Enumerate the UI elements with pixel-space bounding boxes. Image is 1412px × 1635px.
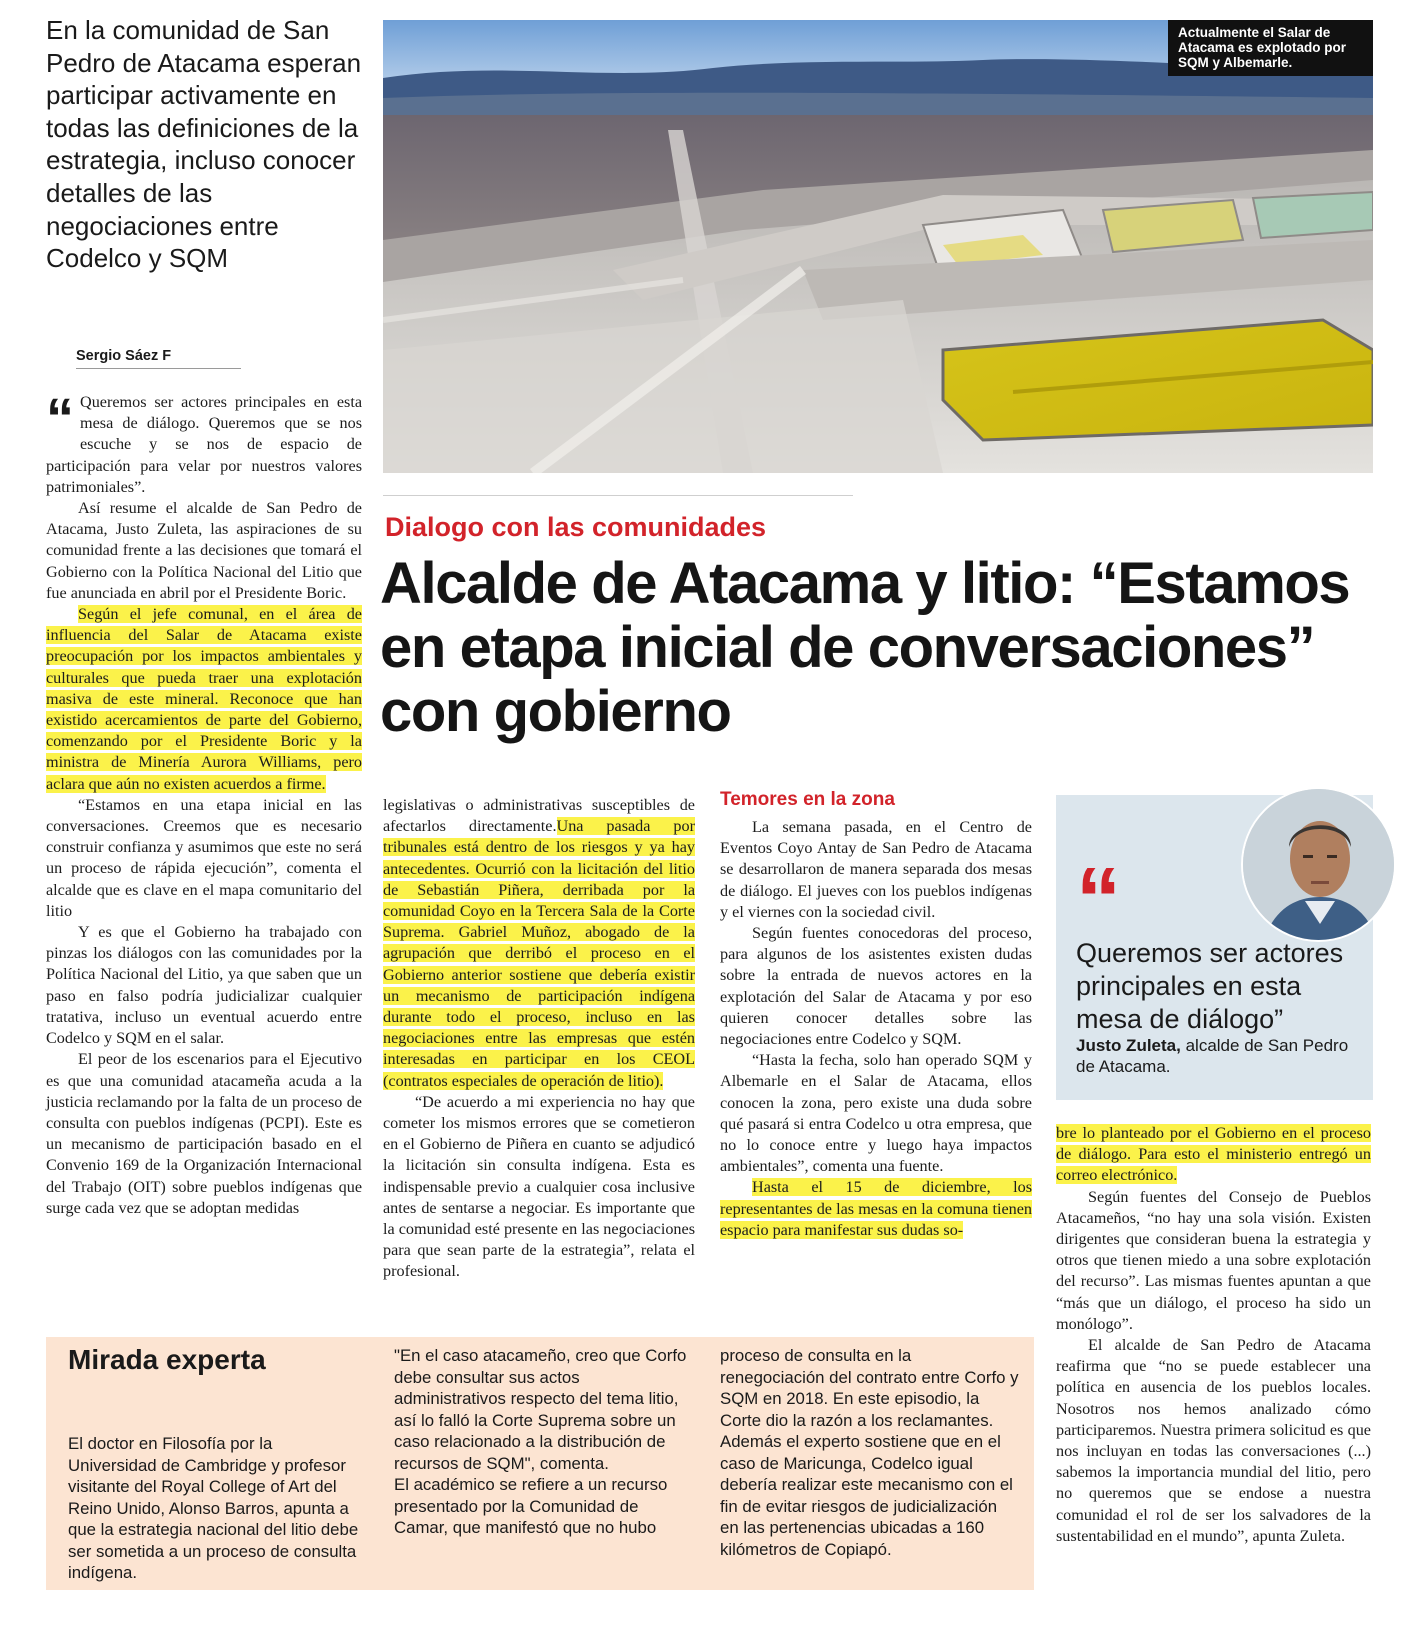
- expert-col-3: proceso de consulta en la renegociación del contrato entre Corfo y SQM en 2018. En este episodio, la Corte dio la razón a los reclamantes. Además el experto sostiene que en el caso de Maricunga, Codelco igual debería realizar este mecanismo con el fin de evitar riesgos de judicialización en las pertenencias ubicadas a 160 kilómetros de Copiapó.: [720, 1346, 1019, 1559]
- col1-p1: Queremos ser actores principales en esta mesa de diálogo. Queremos que se nos escuche y se nos de espacio de participación para velar por nuestros valores patrimoniales”.: [46, 393, 362, 496]
- col3-p2: Según fuentes conocedoras del proceso, para algunos de los asistentes existen dudas sobre la entrada de nuevos actores en la explotación del Salar de Atacama y por eso quieren conocer detalles sobre las negociaciones entre Codelco y SQM.: [720, 924, 1032, 1049]
- expert-col-1: El doctor en Filosofía por la Universidad de Cambridge y profesor visitante del Royal College of Art del Reino Unido, Alonso Barros, apunta a que la estrategia nacional del litio debe ser sometida a un proceso de consulta indígena.: [68, 1434, 359, 1582]
- col3-p3: “Hasta la fecha, solo han operado SQM y Albemarle en el Salar de Atacama, ellos conocen la zona, pero existe una duda sobre qué pasará si entra Codelco u otra empresa, que no lo conoce entre y luego haya impactos ambientales”, comenta una fuente.: [720, 1051, 1032, 1176]
- quote-mark-icon: “: [46, 386, 74, 449]
- col1-p3: [46, 604, 362, 795]
- pull-quote-attribution: [1076, 1035, 1366, 1077]
- article-column-3: [720, 789, 1032, 1241]
- headline: Alcalde de Atacama y litio: “Estamos en etapa inicial de conversaciones” con gobierno: [380, 551, 1350, 744]
- col4-p1-highlight: bre lo planteado por el Gobierno en el proceso de diálogo. Para esto el ministerio entregó un correo electrónico.: [1056, 1124, 1371, 1185]
- col3-p4: [720, 1177, 1032, 1241]
- pull-quote-box: [1056, 795, 1373, 1100]
- col1-p4: “Estamos en una etapa inicial en las conversaciones. Creemos que es necesario construir confianza y asumimos que este no será un proceso de rápida ejecución”, comenta el alcalde que es clave en el mapa comunitario del litio: [46, 795, 362, 920]
- col1-p3-highlight: Según el jefe comunal, en el área de influencia del Salar de Atacama existe preocupación por los impactos ambientales y culturales que pueda traer una explotación masiva de este mineral. Reconoce que han existido acercamientos de parte del Gobierno, comenzando por el Presidente Boric y la ministra de Minería Aurora Williams, pero aclara que aún no existen acuerdos a firme.: [46, 605, 362, 793]
- expert-col-2: [394, 1345, 694, 1539]
- article-column-1: [46, 386, 362, 1219]
- col2-p1-highlight: Una pasada por tribunales está dentro de los riesgos y ya hay antecedentes. Ocurrió con la licitación del litio de Sebastián Piñera, derribada por la comunidad Coyo en la Tercera Sala de la Corte Suprema. Gabriel Muñoz, abogado de la agrupación que derribó el proceso en el Gobierno anterior sostiene que debería existir un mecanismo de participación indígena durante todo el proceso, incluso en las negociaciones entre las empresas que estén interesadas en participar en los CEOL (contratos especiales de operación de litio).: [383, 817, 695, 1090]
- col1-p6: El peor de los escenarios para el Ejecutivo es que una comunidad atacameña acuda a la justicia reclamando por la falta de un proceso de consulta con pueblos indígenas (PCPI). Este es un mecanismo de participación basado en el Convenio 169 de la Organización Internacional del Trabajo (OIT) sobre pueblos indígenas que surge cada vez que se adoptan medidas: [46, 1050, 362, 1217]
- col2-p1: [383, 795, 695, 1092]
- pull-quote-mark-icon: “: [1076, 850, 1121, 950]
- col3-p4-highlight: Hasta el 15 de diciembre, los representantes de las mesas en la comuna tienen espacio para manifestar sus dudas so-: [720, 1178, 1032, 1239]
- expert-title: Mirada experta: [68, 1344, 266, 1375]
- pull-quote-name: Justo Zuleta,: [1076, 1036, 1181, 1055]
- col3-p1: La semana pasada, en el Centro de Eventos Coyo Antay de San Pedro de Atacama se desarrollaron de manera separada dos mesas de diálogo. El jueves con los pueblos indígenas y el viernes con la sociedad civil.: [720, 818, 1032, 921]
- salar-photo: [383, 20, 1373, 473]
- avatar: [1241, 787, 1396, 942]
- expert-box: [46, 1337, 1034, 1590]
- article-column-4: [1056, 1123, 1371, 1547]
- kicker-divider: [383, 495, 853, 496]
- salar-landscape-image: [383, 20, 1373, 473]
- photo-caption: Actualmente el Salar de Atacama es explotado por SQM y Albemarle.: [1168, 20, 1373, 76]
- col4-p3: El alcalde de San Pedro de Atacama reafirma que “no se puede establecer una política en ausencia de los pueblos locales. Nosotros nos hemos analizado cómo participaremos. Nuestra primera solicitud es que nos incluyan en todas las conversaciones (...) sabemos la importancia mundial del litio, pero no queremos que se endose a nuestra comunidad el rol de ser los salvadores de la sustentabilidad en el mundo”, apunta Zuleta.: [1056, 1336, 1371, 1545]
- portrait-image: [1243, 789, 1396, 942]
- subhead-temores: Temores en la zona: [720, 789, 895, 810]
- opening-quote-paragraph: [46, 386, 362, 498]
- expert-col-2-p2: El académico se refiere a un recurso presentado por la Comunidad de Camar, que manifestó que no hubo: [394, 1475, 668, 1537]
- kicker: Dialogo con las comunidades: [385, 512, 767, 542]
- byline: Sergio Sáez F: [76, 348, 241, 369]
- col1-p5: Y es que el Gobierno ha trabajado con pinzas los diálogos con las comunidades por la Política Nacional del Litio, ya que saben que un paso en falso podría judicializar cualquier tratativa, incluso un eventual acuerdo entre Codelco y SQM en el salar.: [46, 923, 362, 1048]
- col2-p1-text: legislativas o administrativas susceptibles de afectarlos directamente.: [383, 796, 695, 836]
- pull-quote-text: Queremos ser actores principales en esta mesa de diálogo”: [1076, 938, 1344, 1034]
- col1-p2: Así resume el alcalde de San Pedro de Atacama, Justo Zuleta, las aspiraciones de su comunidad frente a las decisiones que tomará el Gobierno con la Política Nacional del Litio que fue anunciada en abril por el Presidente Boric.: [46, 499, 362, 602]
- expert-col-2-p1: "En el caso atacameño, creo que Corfo debe consultar sus actos administrativos respecto del tema litio, así lo falló la Corte Suprema sobre un caso relacionado a la distribución de recursos de SQM", comenta.: [394, 1346, 687, 1473]
- col2-p2: “De acuerdo a mi experiencia no hay que cometer los mismos errores que se cometieron en el Gobierno de Piñera en cuanto se adjudicó la licitación sin consulta indígena. Esta es indispensable previo a cualquier cosa inclusive antes de sentarse a negociar. Es importante que la comunidad esté presente en las negociaciones para que sean parte de la estrategia”, relata el profesional.: [383, 1092, 695, 1281]
- article-column-2: [383, 795, 695, 1283]
- intro-deck: En la comunidad de San Pedro de Atacama esperan participar activamente en todas las definiciones de la estrategia, incluso conocer detalles de las negociaciones entre Codelco y SQM: [46, 15, 362, 274]
- col4-p1: [1056, 1123, 1371, 1187]
- pull-quote-role: alcalde de San Pedro de Atacama.: [1076, 1036, 1349, 1076]
- col4-p2: Según fuentes del Consejo de Pueblos Atacameños, “no hay una sola visión. Existen dirigentes que consideran buena la estrategia y otros que tienen miedo a una sobre explotación del recurso”. Las mismas fuentes apuntan a que “más que un diálogo, el proceso ha sido un monólogo”.: [1056, 1187, 1371, 1333]
